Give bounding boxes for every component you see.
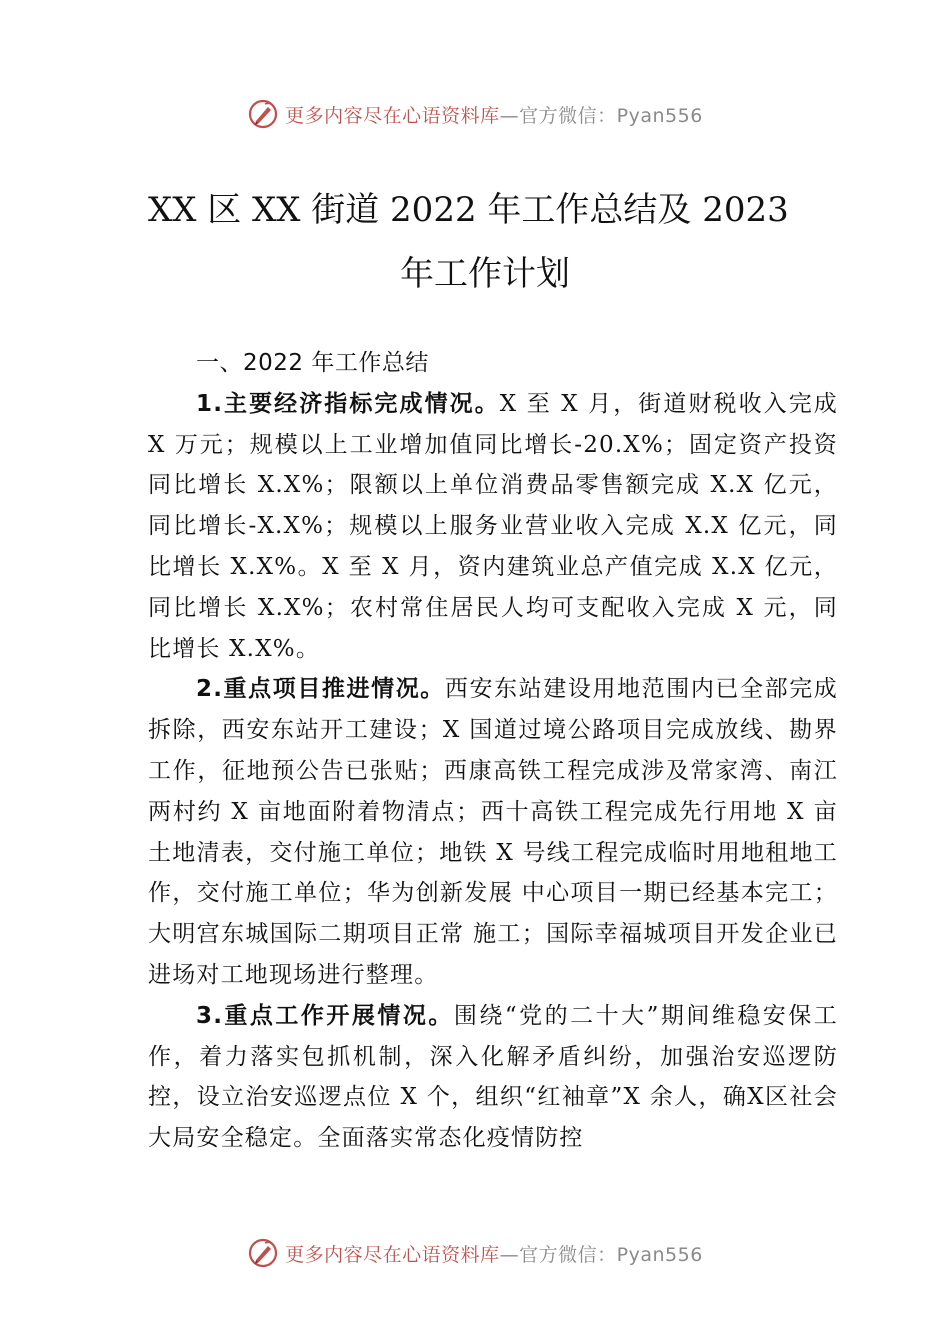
page-title-line1: XX 区 XX 街道 2022 年工作总结及 2023 (148, 190, 789, 230)
document-body (148, 343, 838, 1159)
watermark-wechat-text: —官方微信：Pyan556 (499, 1243, 703, 1266)
paragraph-1 (148, 384, 838, 670)
watermark-footer (0, 1233, 950, 1273)
paragraph-1-body: X 至 X 月，街道财税收入完成 X 万元；规模以上工业增加值同比增长-20.X%；固定资产投资同比增长 X.X%；限额以上单位消费品零售额完成 X.X 亿元，同比增长-X.X%；规模以上服务业营业收入完成 X.X 亿元，同比增长 X.X%。X 至 X 月，资内建筑业总产值完成 X.X 亿元，同比增长 X.X%；农村常住居民人均可支配收入完成 X 元，同比增长 X.X%。 (148, 390, 838, 662)
watermark-brand-text: 更多内容尽在心语资料库 (285, 104, 500, 127)
watermark-header (0, 94, 950, 134)
pen-logo-icon (247, 1237, 279, 1269)
watermark-wechat-text: —官方微信：Pyan556 (499, 104, 703, 127)
watermark-brand-text: 更多内容尽在心语资料库 (285, 1243, 500, 1266)
paragraph-2-body: 西安东站建设用地范围内已全部完成拆除，西安东站开工建设；X 国道过境公路项目完成放线、勘界工作，征地预公告已张贴；西康高铁工程完成涉及常家湾、南江两村约 X 亩地面附着物清点；西十高铁工程完成先行用地 X 亩土地清表，交付施工单位；地铁 X 号线工程完成临时用地租地工作，交付施工单位；华为创新发展 中心项目一期已经基本完工；大明宫东城国际二期项目正常 施工；国际幸福城项目开发企业已进场对工地现场进行整理。 (148, 676, 838, 988)
paragraph-2 (148, 669, 838, 995)
pen-logo-icon (247, 98, 279, 130)
paragraph-3-lead: 3.重点工作开展情况。 (196, 1002, 454, 1029)
paragraph-3 (148, 996, 838, 1159)
page-title-line2: 年工作计划 (400, 254, 570, 294)
section-heading: 一、2022 年工作总结 (196, 350, 429, 376)
paragraph-1-lead: 1.主要经济指标完成情况。 (196, 390, 500, 417)
paragraph-2-lead: 2.重点项目推进情况。 (196, 676, 445, 703)
paragraph-3-body: 围绕“党的二十大”期间维稳安保工作，着力落实包抓机制，深入化解矛盾纠纷，加强治安巡逻防控，设立治安巡逻点位 X 个，组织“红袖章”X 余人，确X区社会大局安全稳定。全面落实常态化疫情防控 (148, 1002, 838, 1152)
